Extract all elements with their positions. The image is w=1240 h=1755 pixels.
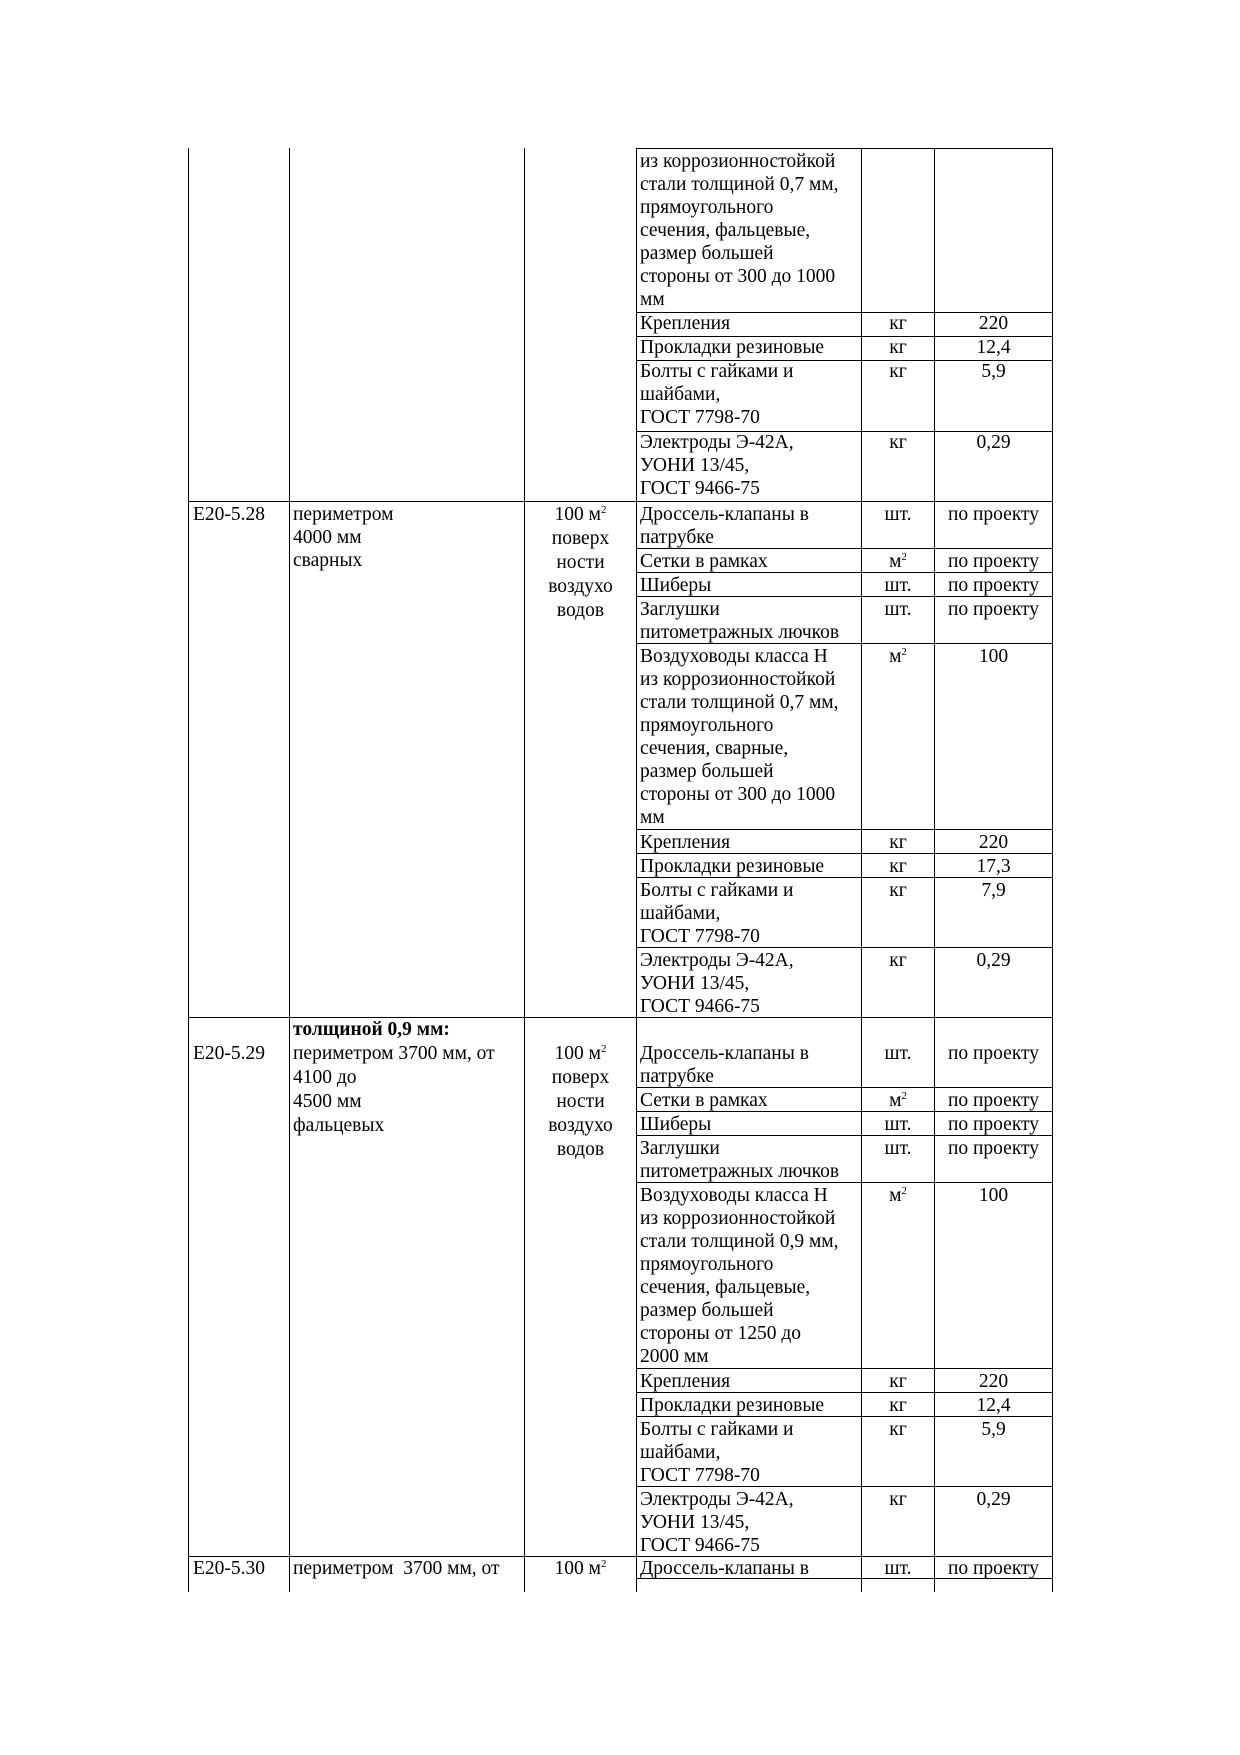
material-unit: кг xyxy=(889,313,907,334)
material-unit: шт. xyxy=(884,1138,912,1159)
material-unit: кг xyxy=(889,361,907,382)
material-name: Крепления xyxy=(640,1371,731,1392)
material-qty: по проекту xyxy=(947,504,1040,525)
row-line xyxy=(636,829,1053,830)
material-unit: $м^2$ xyxy=(889,646,907,667)
norm-unit-rest: поверх ности воздухо водов xyxy=(548,528,613,621)
material-qty: по проекту xyxy=(947,1138,1040,1159)
row-line xyxy=(636,148,1053,149)
material-name: Болты с гайками и шайбами, ГОСТ 7798-70 xyxy=(640,361,794,428)
material-unit: $м^2$ xyxy=(889,1090,907,1111)
material-qty: 17,3 xyxy=(976,856,1011,877)
norm-code: Е20-5.30 xyxy=(193,1558,266,1579)
material-name: Сетки в рамках xyxy=(640,551,768,572)
norm-description: периметром 3700 мм, от xyxy=(293,1558,500,1579)
material-qty: по проекту xyxy=(947,1558,1040,1579)
column-divider-code xyxy=(289,148,290,1592)
table-border-right xyxy=(1052,148,1053,1592)
material-unit: кг xyxy=(889,856,907,877)
material-qty: по проекту xyxy=(947,551,1040,572)
material-name: Дроссель-клапаны в xyxy=(640,1558,809,1579)
section-heading: толщиной 0,9 мм: xyxy=(293,1019,450,1040)
material-name: Крепления xyxy=(640,832,731,853)
row-line xyxy=(636,1368,1053,1369)
material-unit: шт. xyxy=(884,1043,912,1064)
material-name: Электроды Э-42А, УОНИ 13/45, ГОСТ 9466-75 xyxy=(640,432,794,499)
norm-description: периметром 3700 мм, от 4100 до 4500 мм фальцевых xyxy=(293,1043,495,1136)
material-name: Прокладки резиновые xyxy=(640,337,825,358)
material-name: Заглушки питометражных лючков xyxy=(640,599,840,643)
material-qty: 0,29 xyxy=(976,950,1011,971)
material-qty: 0,29 xyxy=(976,432,1011,453)
material-unit: кг xyxy=(889,432,907,453)
material-name: Болты с гайками и шайбами, ГОСТ 7798-70 xyxy=(640,1419,794,1486)
material-name: Электроды Э-42А, УОНИ 13/45, ГОСТ 9466-75 xyxy=(640,950,794,1017)
material-name: Шиберы xyxy=(640,575,712,596)
material-qty: по проекту xyxy=(947,1114,1040,1135)
material-qty: 220 xyxy=(978,1371,1009,1392)
column-divider-description xyxy=(524,148,525,1592)
material-qty: 100 xyxy=(978,1185,1009,1206)
material-name: Заглушки питометражных лючков xyxy=(640,1138,840,1182)
material-unit: кг xyxy=(889,832,907,853)
norm-description: периметром 4000 мм сварных xyxy=(293,504,394,571)
material-name: Электроды Э-42А, УОНИ 13/45, ГОСТ 9466-75 xyxy=(640,1489,794,1556)
material-qty: 220 xyxy=(978,313,1009,334)
material-unit: $м^2$ xyxy=(889,1185,907,1206)
column-divider-unit xyxy=(636,148,637,1592)
material-qty: по проекту xyxy=(947,1090,1040,1111)
material-qty: 220 xyxy=(978,832,1009,853)
material-name: из коррозионностойкой стали толщиной 0,7 мм, прямоугольного сечения, фальцевые, размер большей стороны от 300 до 1000 мм xyxy=(640,151,839,310)
material-qty: по проекту xyxy=(947,599,1040,620)
material-name: Прокладки резиновые xyxy=(640,856,825,877)
norm-unit-rest: поверх ности воздухо водов xyxy=(548,1067,613,1160)
material-qty: 5,9 xyxy=(981,361,1006,382)
material-name: Болты с гайками и шайбами, ГОСТ 7798-70 xyxy=(640,880,794,947)
material-qty: 0,29 xyxy=(976,1489,1011,1510)
norm-unit: 100 $м^2$ xyxy=(554,1558,607,1579)
material-unit: кг xyxy=(889,1419,907,1440)
material-qty: 5,9 xyxy=(981,1419,1006,1440)
norm-unit: 100 $м^2$ xyxy=(554,504,607,525)
material-unit: $м^2$ xyxy=(889,551,907,572)
material-unit: кг xyxy=(889,1395,907,1416)
material-name: Дроссель-клапаны в патрубке xyxy=(640,504,809,548)
material-qty: 7,9 xyxy=(981,880,1006,901)
material-name: Шиберы xyxy=(640,1114,712,1135)
material-unit: шт. xyxy=(884,504,912,525)
material-unit: кг xyxy=(889,880,907,901)
material-name: Воздуховоды класса Н из коррозионностойкой стали толщиной 0,7 мм, прямоугольного сечения, сварные, размер большей стороны от 300 до 1000 мм xyxy=(640,646,839,828)
material-unit: шт. xyxy=(884,575,912,596)
table-border-left xyxy=(188,148,189,1592)
material-unit: кг xyxy=(889,1489,907,1510)
material-unit: шт. xyxy=(884,1558,912,1579)
norm-unit: 100 $м^2$ xyxy=(554,1043,607,1064)
material-name: Сетки в рамках xyxy=(640,1090,768,1111)
material-unit: шт. xyxy=(884,599,912,620)
material-qty: 100 xyxy=(978,646,1009,667)
material-name: Крепления xyxy=(640,313,731,334)
material-qty: 12,4 xyxy=(976,1395,1011,1416)
material-unit: кг xyxy=(889,1371,907,1392)
material-qty: по проекту xyxy=(947,575,1040,596)
norm-code: Е20-5.29 xyxy=(193,1043,266,1064)
material-name: Прокладки резиновые xyxy=(640,1395,825,1416)
material-name: Дроссель-клапаны в патрубке xyxy=(640,1043,809,1087)
material-unit: кг xyxy=(889,337,907,358)
material-qty: 12,4 xyxy=(976,337,1011,358)
material-name: Воздуховоды класса Н из коррозионностойкой стали толщиной 0,9 мм, прямоугольного сечения, фальцевые, размер большей стороны от 1250 до 2000 мм xyxy=(640,1185,839,1367)
norm-code: Е20-5.28 xyxy=(193,504,266,525)
material-unit: кг xyxy=(889,950,907,971)
material-unit: шт. xyxy=(884,1114,912,1135)
material-qty: по проекту xyxy=(947,1043,1040,1064)
block-separator xyxy=(188,501,1053,502)
